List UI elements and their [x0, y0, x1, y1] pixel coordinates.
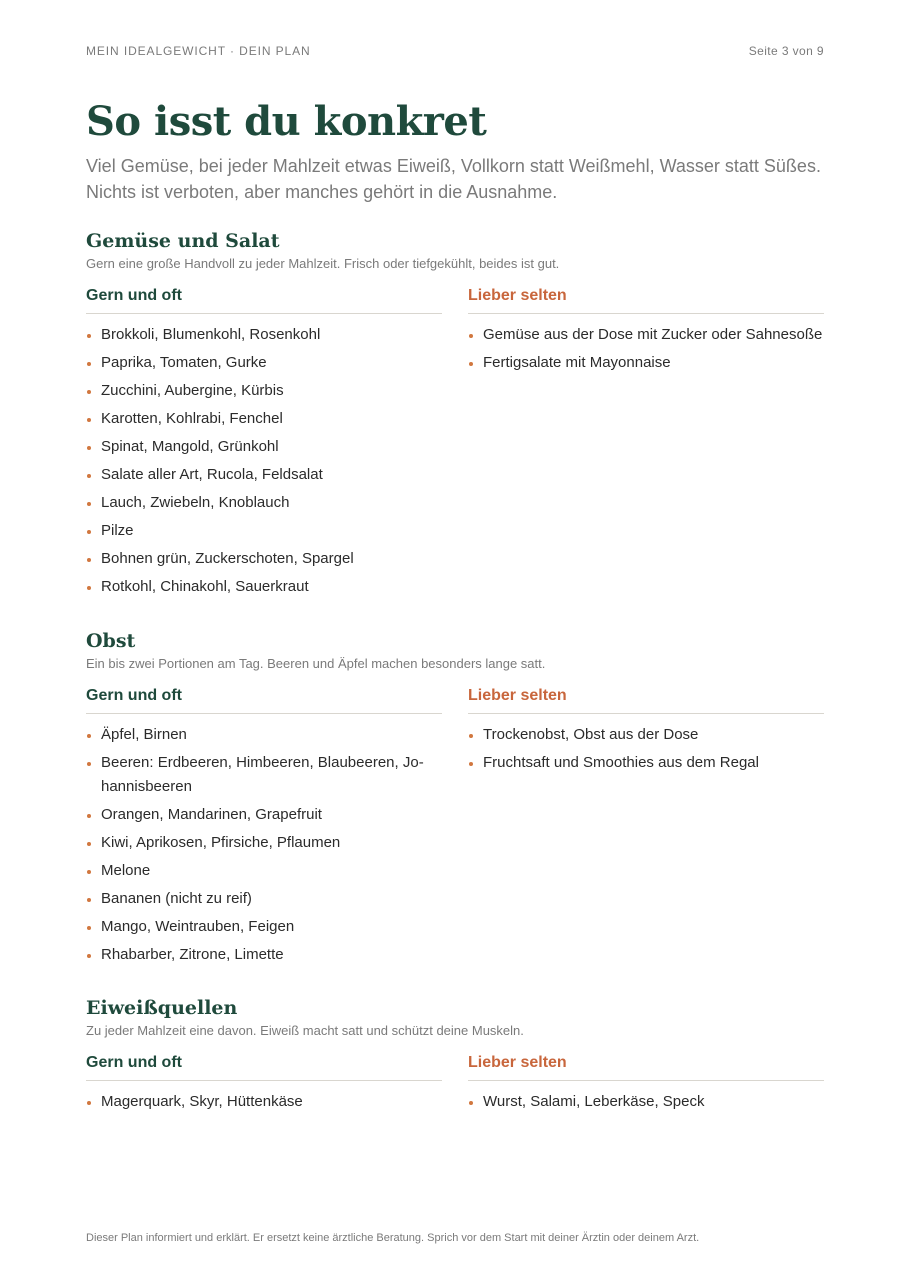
list-item: Salate aller Art, Rucola, Feldsalat: [86, 463, 442, 487]
list-item: Rotkohl, Chinakohl, Sauerkraut: [86, 575, 442, 599]
list-item: Pilze: [86, 519, 442, 543]
good-list: [86, 323, 442, 599]
section-obst: [86, 630, 824, 971]
rare-list: [468, 323, 824, 375]
list-item: Kiwi, Aprikosen, Pfirsiche, Pflaumen: [86, 831, 442, 855]
list-item: Trockenobst, Obst aus der Dose: [468, 723, 824, 747]
list-item: Karotten, Kohlrabi, Fenchel: [86, 407, 442, 431]
rare-column-heading: Lieber selten: [468, 687, 824, 714]
list-item: Äpfel, Birnen: [86, 723, 442, 747]
rare-list: [468, 723, 824, 775]
section-subtitle: Ein bis zwei Portionen am Tag. Beeren und Äpfel machen besonders lange satt.: [86, 656, 546, 671]
rare-column-heading: Lieber selten: [468, 1054, 824, 1081]
running-title: MEIN IDEALGEWICHT · DEIN PLAN: [86, 44, 311, 58]
rare-column: [468, 1054, 824, 1118]
rare-column: [468, 287, 824, 603]
section-heading: Gemüse und Salat: [86, 230, 280, 252]
rare-column: [468, 687, 824, 971]
list-item: Beeren: Erdbeeren, Himbeeren, Blaubeeren, Jo- hannisbeeren: [86, 751, 442, 799]
good-column-heading: Gern und oft: [86, 1054, 442, 1081]
list-item: Magerquark, Skyr, Hüttenkäse: [86, 1090, 442, 1114]
section-heading: Eiweißquellen: [86, 997, 238, 1019]
good-column: [86, 687, 442, 971]
list-item: Brokkoli, Blumenkohl, Rosenkohl: [86, 323, 442, 347]
running-header: [86, 44, 824, 58]
list-item: Lauch, Zwiebeln, Knoblauch: [86, 491, 442, 515]
section-subtitle: Gern eine große Handvoll zu jeder Mahlzeit. Frisch oder tiefgekühlt, beides ist gut.: [86, 256, 560, 271]
list-item: Spinat, Mangold, Grünkohl: [86, 435, 442, 459]
good-list: [86, 723, 442, 967]
intro-text: Viel Gemüse, bei jeder Mahlzeit etwas Eiweiß, Vollkorn statt Weißmehl, Wasser statt Süßes. Nichts ist verboten, aber manches gehört in die Ausnahme.: [86, 156, 821, 202]
good-column: [86, 1054, 442, 1118]
list-item: Fruchtsaft und Smoothies aus dem Regal: [468, 751, 824, 775]
section-gemuese: [86, 230, 824, 603]
good-column-heading: Gern und oft: [86, 287, 442, 314]
good-column: [86, 287, 442, 603]
list-item: Paprika, Tomaten, Gurke: [86, 351, 442, 375]
list-item: Orangen, Mandarinen, Grapefruit: [86, 803, 442, 827]
footer-disclaimer: Dieser Plan informiert und erklärt. Er ersetzt keine ärztliche Beratung. Sprich vor dem Start mit deiner Ärztin oder deinem Arzt.: [86, 1232, 700, 1244]
rare-list: [468, 1090, 824, 1114]
section-subtitle: Zu jeder Mahlzeit eine davon. Eiweiß macht satt und schützt deine Muskeln.: [86, 1023, 524, 1038]
list-item: Mango, Weintrauben, Feigen: [86, 915, 442, 939]
list-item: Zucchini, Aubergine, Kürbis: [86, 379, 442, 403]
list-item: Melone: [86, 859, 442, 883]
section-heading: Obst: [86, 630, 136, 652]
list-item: Gemüse aus der Dose mit Zucker oder Sahnesoße: [468, 323, 824, 347]
page-title: So isst du konkret: [86, 98, 487, 145]
list-item: Bohnen grün, Zuckerschoten, Spargel: [86, 547, 442, 571]
list-item: Fertigsalate mit Mayonnaise: [468, 351, 824, 375]
list-item: Rhabarber, Zitrone, Limette: [86, 943, 442, 967]
good-list: [86, 1090, 442, 1114]
list-item: Wurst, Salami, Leberkäse, Speck: [468, 1090, 824, 1114]
section-eiweiss: [86, 997, 824, 1118]
list-item: Bananen (nicht zu reif): [86, 887, 442, 911]
good-column-heading: Gern und oft: [86, 687, 442, 714]
page-number: Seite 3 von 9: [748, 44, 824, 58]
rare-column-heading: Lieber selten: [468, 287, 824, 314]
